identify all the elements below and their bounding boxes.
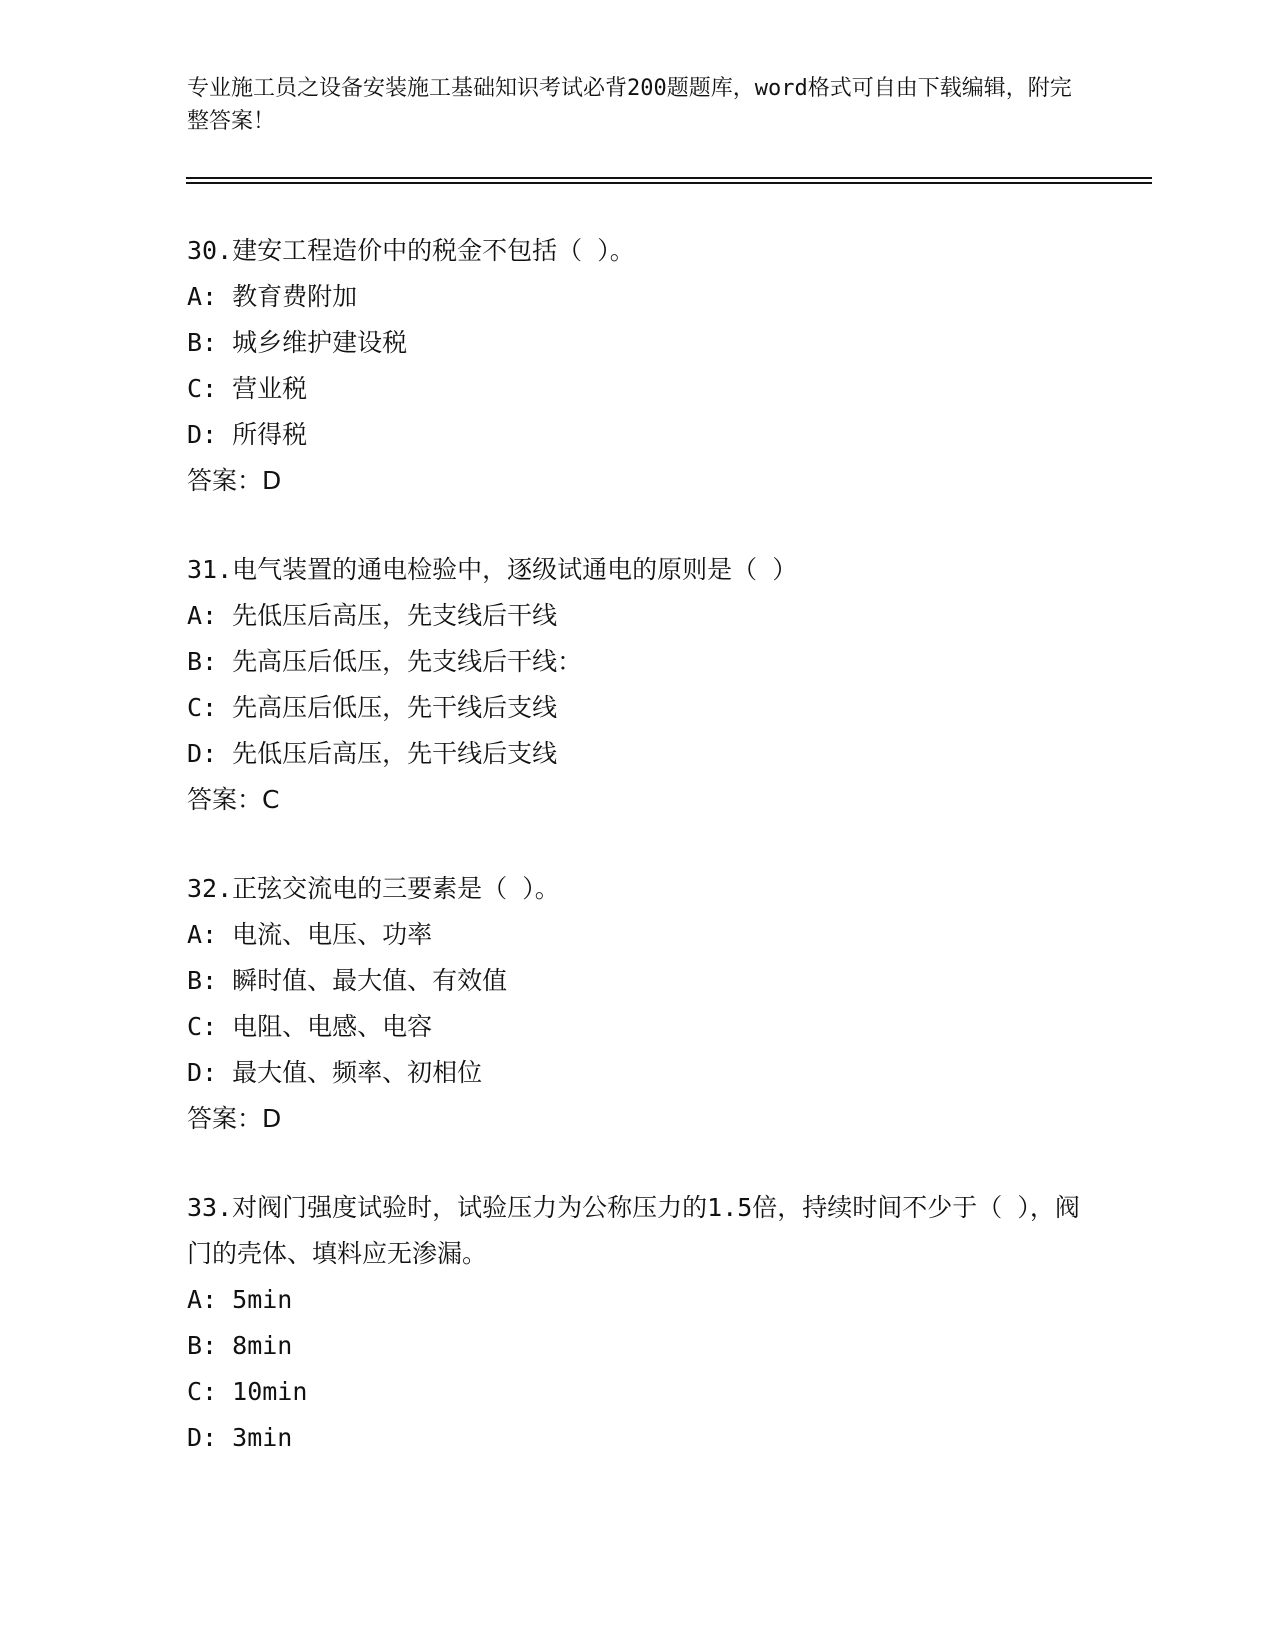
header-divider-bottom (186, 182, 1152, 184)
option-c: C: 电阻、电感、电容 (187, 1012, 433, 1041)
question-32 (187, 866, 1087, 1142)
question-30 (187, 228, 1087, 504)
question-31 (187, 547, 1087, 823)
option-d: D: 先低压后高压，先干线后支线 (187, 739, 558, 768)
option-a: A: 教育费附加 (187, 282, 358, 311)
option-c: C: 先高压后低压，先干线后支线 (187, 693, 558, 722)
header-divider-top (186, 177, 1152, 179)
question-stem: 31.电气装置的通电检验中，逐级试通电的原则是（ ） (187, 555, 798, 584)
question-stem: 32.正弦交流电的三要素是（ ）。 (187, 874, 560, 903)
option-a: A: 电流、电压、功率 (187, 920, 433, 949)
option-b: B: 8min (187, 1331, 293, 1360)
option-d: D: 最大值、频率、初相位 (187, 1058, 483, 1087)
option-b: B: 城乡维护建设税 (187, 328, 408, 357)
option-b: B: 先高压后低压，先支线后干线： (187, 647, 583, 676)
question-stem: 30.建安工程造价中的税金不包括（ ）。 (187, 236, 635, 265)
document-header (187, 72, 1087, 138)
option-c: C: 10min (187, 1377, 308, 1406)
answer-text: 答案：D (187, 466, 282, 495)
option-a: A: 先低压后高压，先支线后干线 (187, 601, 558, 630)
answer-text: 答案：C (187, 785, 280, 814)
option-a: A: 5min (187, 1285, 293, 1314)
option-b: B: 瞬时值、最大值、有效值 (187, 966, 508, 995)
question-33 (187, 1185, 1087, 1461)
answer-text: 答案：D (187, 1104, 282, 1133)
option-c: C: 营业税 (187, 374, 308, 403)
question-stem: 33.对阀门强度试验时，试验压力为公称压力的1.5倍，持续时间不少于（ ），阀门的壳体、填料应无渗漏。 (187, 1193, 1080, 1268)
document-title: 专业施工员之设备安装施工基础知识考试必背200题题库，word格式可自由下载编辑，附完整答案！ (187, 76, 1072, 134)
option-d: D: 所得税 (187, 420, 308, 449)
option-d: D: 3min (187, 1423, 293, 1452)
